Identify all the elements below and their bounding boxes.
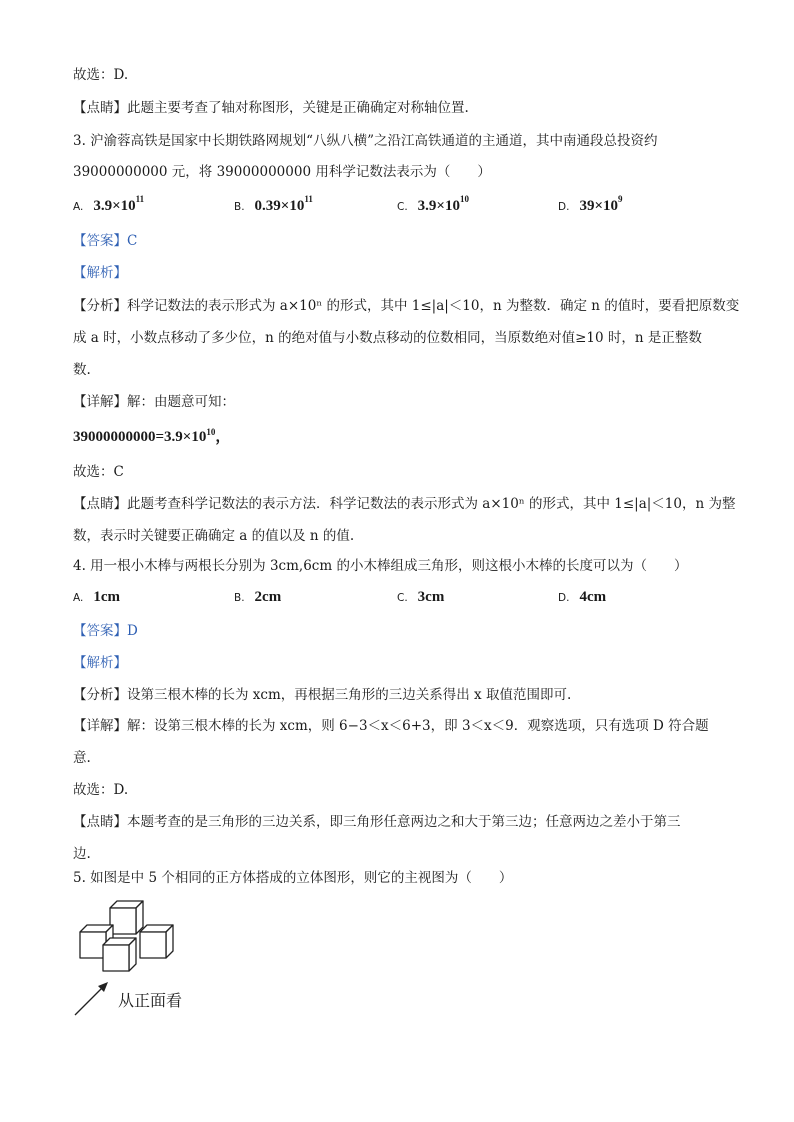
option-label: C.: [397, 201, 408, 213]
option-value: 3.9×10: [93, 198, 136, 214]
q5-stem: 5. 如图是中 5 个相同的正方体搭成的立体图形，则它的主视图为（ ）: [73, 870, 513, 886]
q3-option-b[interactable]: [234, 194, 313, 216]
option-value: 1cm: [93, 589, 120, 605]
q4-comment-line1: 【点睛】本题考查的是三角形的三边关系，即三角形任意两边之和大于第三边；任意两边之差小于第三: [73, 814, 681, 830]
figure-caption: 从正面看: [118, 991, 183, 1010]
calc-tail: ，: [215, 429, 231, 445]
q3-answer: 【答案】C: [73, 233, 138, 249]
q3-detail: 【详解】解：由题意可知：: [73, 394, 235, 410]
q3-option-d[interactable]: [558, 194, 623, 216]
view-arrow-icon: [75, 986, 104, 1015]
option-label: B.: [234, 201, 245, 213]
q2-comment: 【点睛】此题主要考查了轴对称图形，关键是正确确定对称轴位置.: [73, 100, 469, 116]
cube-left-front-face: [80, 932, 106, 958]
q4-detail-line2: 意.: [73, 750, 91, 766]
q3-analysis-line1: 【分析】科学记数法的表示形式为 a×10ⁿ 的形式，其中 1≤|a|＜10，n 为整数．确定 n 的值时，要看把原数变: [73, 298, 740, 314]
q4-detail-line1: 【详解】解：设第三根木棒的长为 xcm，则 6−3＜x＜6+3，即 3＜x＜9．观察选项，只有选项 D 符合题: [73, 718, 709, 734]
q3-comment-line2: 数，表示时关键要正确确定 a 的值以及 n 的值.: [73, 528, 355, 544]
q4-analysis: 【分析】设第三根木棒的长为 xcm，再根据三角形的三边关系得出 x 取值范围即可.: [73, 687, 572, 703]
option-exponent: 9: [618, 194, 623, 204]
option-label: D.: [558, 592, 570, 604]
option-value: 3.9×10: [417, 198, 460, 214]
q4-stem: 4. 用一根小木棒与两根长分别为 3cm,6cm 的小木棒组成三角形，则这根小木棒的长度可以为（ ）: [73, 558, 688, 574]
q3-choice: 故选：C: [73, 464, 124, 480]
option-label: C.: [397, 592, 408, 604]
option-exponent: 11: [135, 194, 145, 204]
q3-stem-line2: 39000000000 元，将 39000000000 用科学记数法表示为（ ）: [73, 164, 491, 180]
q3-analysis-line2: 成 a 时，小数点移动了多少位，n 的绝对值与小数点移动的位数相同，当原数绝对值≥10 时，n 是正整数: [73, 330, 702, 346]
option-label: A.: [73, 201, 84, 213]
q3-option-c[interactable]: [397, 194, 469, 216]
cube-top-front-face: [110, 908, 136, 934]
q4-option-d[interactable]: [558, 588, 606, 607]
option-exponent: 10: [459, 194, 469, 204]
q4-option-b[interactable]: [234, 588, 281, 607]
calc-main: 39000000000=3.9×10: [73, 429, 207, 445]
cube-right-front-face: [140, 932, 166, 958]
q3-comment-line1: 【点睛】此题考查科学记数法的表示方法．科学记数法的表示形式为 a×10ⁿ 的形式，其中 1≤|a|＜10，n 为整: [73, 496, 736, 512]
option-value: 0.39×10: [254, 198, 305, 214]
q4-analysis-header: 【解析】: [73, 655, 127, 671]
option-value: 3cm: [417, 589, 445, 605]
calc-exponent: 10: [206, 427, 216, 437]
q4-comment-line2: 边.: [73, 846, 91, 862]
option-exponent: 11: [304, 194, 313, 204]
q3-calculation: [73, 425, 230, 446]
q4-option-a[interactable]: [73, 588, 120, 607]
option-label: B.: [234, 592, 245, 604]
option-value: 4cm: [579, 589, 607, 605]
q4-option-c[interactable]: [397, 588, 444, 607]
option-value: 39×10: [579, 198, 618, 214]
q3-analysis-line3: 数.: [73, 362, 91, 378]
q4-choice: 故选：D.: [73, 782, 129, 798]
option-label: A.: [73, 592, 84, 604]
q4-answer: 【答案】D: [73, 623, 138, 639]
q2-choice: 故选：D.: [73, 67, 129, 83]
q3-stem-line1: 3. 沪渝蓉高铁是国家中长期铁路网规划“八纵八横”之沿江高铁通道的主通道，其中南通段总投资约: [73, 133, 658, 149]
q3-option-a[interactable]: [73, 194, 145, 216]
cube-front-front-face: [103, 945, 129, 971]
cube-stack-figure: [70, 895, 220, 1024]
q3-analysis-header: 【解析】: [73, 265, 127, 281]
option-value: 2cm: [254, 589, 282, 605]
option-label: D.: [558, 201, 570, 213]
